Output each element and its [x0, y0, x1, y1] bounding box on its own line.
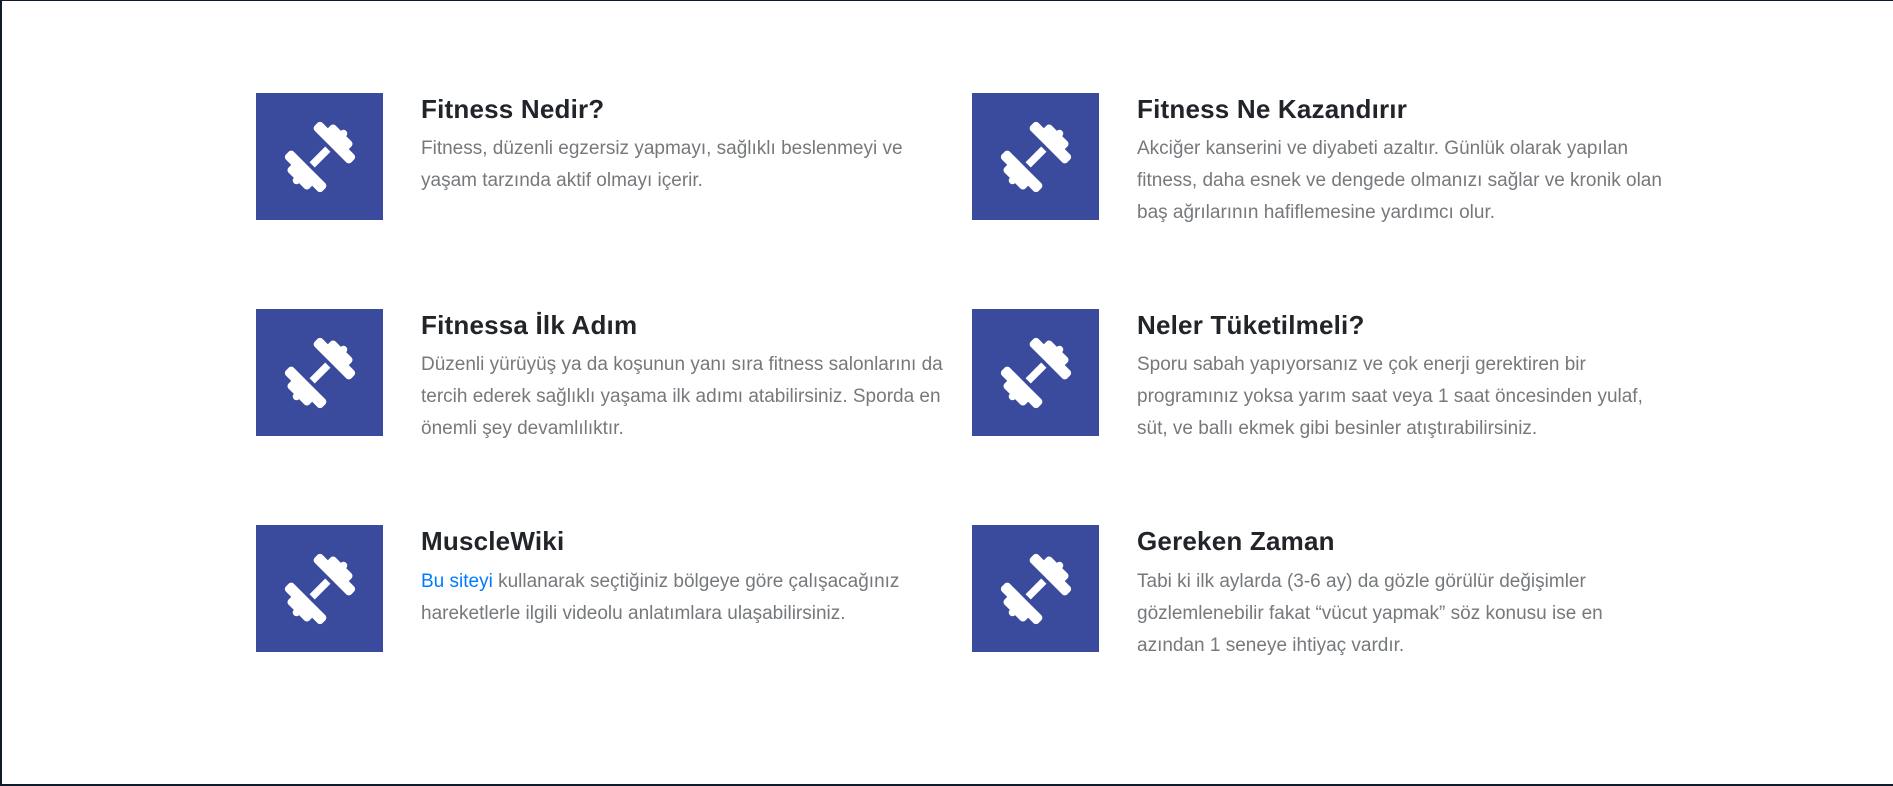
feature-text — [421, 309, 946, 445]
feature-card-gereken-zaman — [972, 525, 1662, 661]
dumbbell-icon — [983, 320, 1088, 425]
feature-description: Düzenli yürüyüş ya da koşunun yanı sıra fitness salonlarını da tercih ederek sağlıklı yaşama ilk adımı atabilirsiniz. Sporda en önemli şey devamlılıktır. — [421, 354, 943, 440]
feature-description: Fitness, düzenli egzersiz yapmayı, sağlıklı beslenmeyi ve yaşam tarzında aktif olmayı içerir. — [421, 138, 903, 192]
feature-card-fitness-ne-kazandirir — [972, 93, 1662, 229]
dumbbell-icon-tile — [256, 309, 383, 436]
feature-title: Gereken Zaman — [1137, 526, 1335, 557]
dumbbell-icon-tile — [256, 525, 383, 652]
dumbbell-icon-tile — [972, 309, 1099, 436]
musclewiki-link[interactable]: Bu siteyi — [421, 570, 493, 592]
feature-title: Fitnessa İlk Adım — [421, 310, 638, 341]
feature-text — [421, 525, 946, 629]
features-grid — [256, 1, 1662, 662]
feature-text — [421, 93, 946, 197]
feature-card-fitnessa-ilk-adim — [256, 309, 946, 445]
dumbbell-icon — [983, 104, 1088, 209]
feature-description: Tabi ki ilk aylarda (3-6 ay) da gözle görülür değişimler gözlemlenebilir fakat “vücut yapmak” söz konusu ise en azından 1 seneye ihtiyaç vardır. — [1137, 570, 1603, 656]
feature-description-rest: kullanarak seçtiğiniz bölgeye göre çalışacağınız hareketlerle ilgili videolu anlatımlara ulaşabilirsiniz. — [421, 570, 900, 624]
feature-description — [421, 566, 946, 630]
feature-text — [1137, 309, 1662, 445]
feature-description: Sporu sabah yapıyorsanız ve çok enerji gerektiren bir programınız yoksa yarım saat veya 1 saat öncesinden yulaf, süt, ve ballı ekmek gibi besinler atıştırabilirsiniz. — [1137, 354, 1643, 440]
dumbbell-icon — [267, 537, 372, 642]
feature-card-musclewiki — [256, 525, 946, 661]
feature-title: Fitness Nedir? — [421, 94, 605, 124]
feature-description: Akciğer kanserini ve diyabeti azaltır. Günlük olarak yapılan fitness, daha esnek ve dengede olmanızı sağlar ve kronik olan baş ağrılarının hafiflemesine yardımcı olur. — [1137, 138, 1662, 224]
dumbbell-icon-tile — [972, 525, 1099, 652]
feature-card-neler-tuketilmeli — [972, 309, 1662, 445]
feature-text — [1137, 93, 1662, 229]
dumbbell-icon — [983, 537, 1088, 642]
feature-text — [1137, 525, 1662, 661]
feature-title: Fitness Ne Kazandırır — [1137, 94, 1408, 124]
dumbbell-icon-tile — [256, 93, 383, 220]
feature-card-fitness-nedir — [256, 93, 946, 229]
dumbbell-icon-tile — [972, 93, 1099, 220]
dumbbell-icon — [267, 104, 372, 209]
feature-title: Neler Tüketilmeli? — [1137, 310, 1365, 341]
feature-title: MuscleWiki — [421, 526, 565, 557]
dumbbell-icon — [267, 320, 372, 425]
